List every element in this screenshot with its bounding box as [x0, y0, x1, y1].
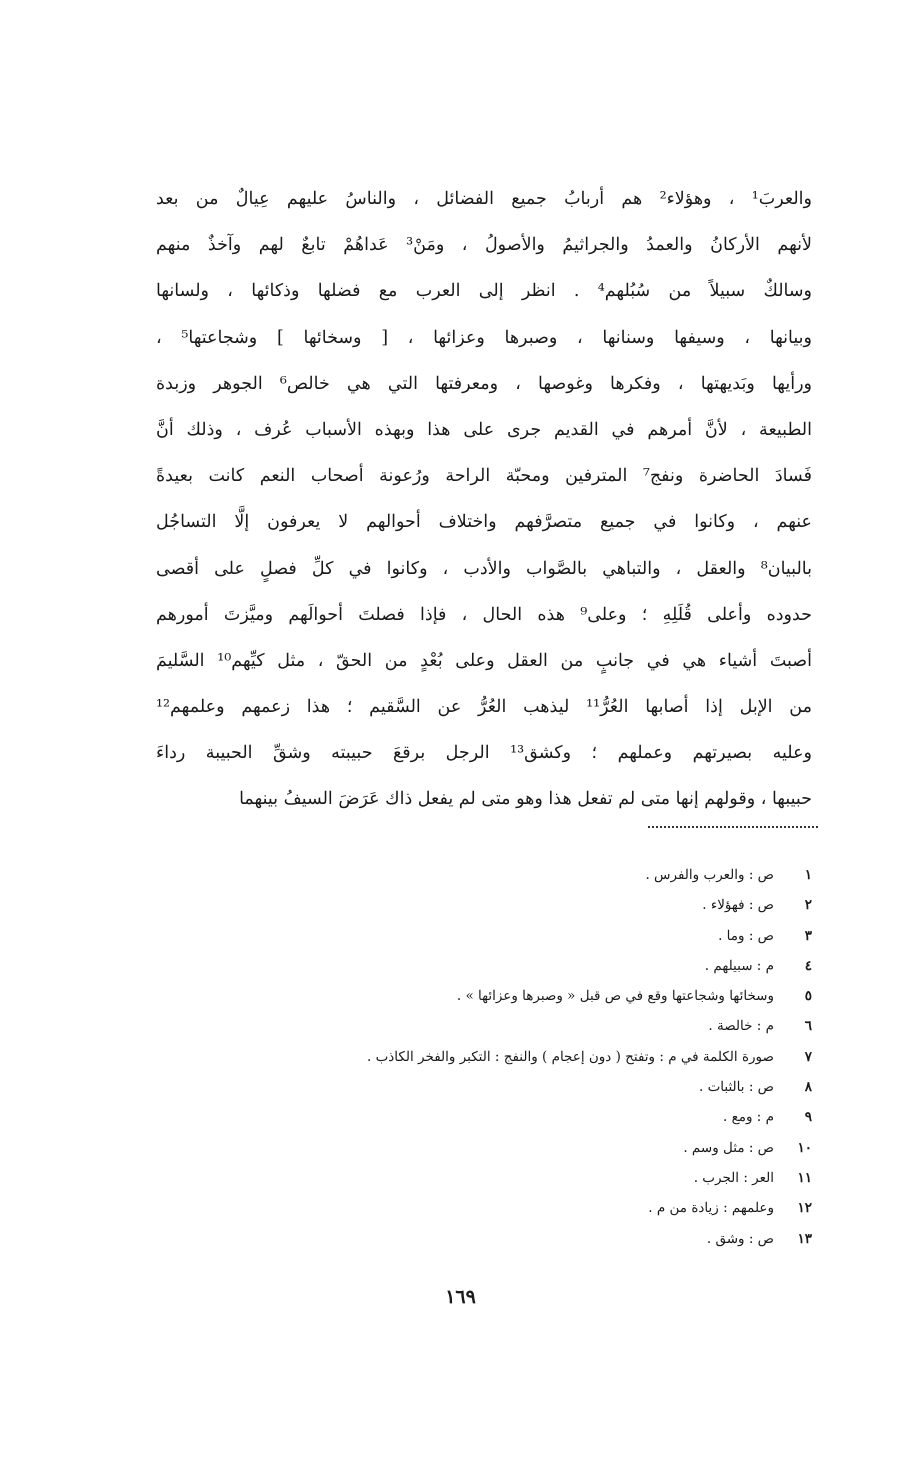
footnote — [200, 951, 812, 981]
footnote-number: ١ — [804, 867, 812, 883]
footnote — [200, 1193, 812, 1223]
text-line: عنهم ، وكانوا في جميع متصرَّفهم واختلاف أحوالهم لا يعرفون إلَّا التساجُل — [156, 512, 812, 533]
text-line: وبيانها ، وسيفها وسنانها ، وصبرها وعزائها ، [ وسخائها ] وشجاعتها⁵ ، — [156, 327, 812, 348]
footnote-text: ص : فهؤلاء . — [702, 897, 774, 914]
footnote-text: ص : والعرب والفرس . — [645, 867, 774, 883]
footnote — [200, 1224, 812, 1254]
footnote-number: ١٠ — [797, 1139, 812, 1156]
footnote-text: ص : بالثبات . — [699, 1079, 774, 1096]
main-text — [156, 176, 812, 823]
footnote-text: وعلمهم : زيادة من م . — [648, 1200, 774, 1217]
text-line: حدوده وأعلى قُلَلِهِ ؛ وعلى⁹ هذه الحال ، فإذا فصلتَ أحوالَهم وميَّزتَ أمورهم — [156, 604, 812, 625]
footnote-number: ٥ — [804, 988, 812, 1005]
footnote — [200, 1042, 812, 1072]
footnote-text: م : ومع . — [722, 1109, 774, 1126]
footnote — [200, 1102, 812, 1132]
footnote-number: ٨ — [804, 1079, 812, 1096]
footnote-number: ٤ — [804, 957, 812, 974]
footnote-text: وسخائها وشجاعتها وقع في ص قبل « وصبرها وعزائها » . — [456, 988, 774, 1005]
footnote — [200, 1011, 812, 1041]
footnote-text: ص : وشق . — [706, 1230, 774, 1247]
footnote — [200, 1133, 812, 1163]
text-line: أصبتَ أشياء هي في جانبٍ من العقل وعلى بُعْدٍ من الحقّ ، مثل كيِّهم¹⁰ السَّليمَ — [156, 650, 812, 671]
footnote-number: ٧ — [804, 1048, 812, 1065]
footnote-number: ٣ — [804, 927, 812, 944]
footnote-text: صورة الكلمة في م : وتفتح ( دون إعجام ) والنفج : التكبر والفخر الكاذب . — [367, 1048, 774, 1065]
text-line: حبيبها ، وقولهم إنها متى لم تفعل هذا وهو متى لم يفعل ذاك عَرَضَ السيفُ بينهما — [239, 789, 812, 810]
text-line: لأنهم الأركانُ والعمدُ والجراثيمُ والأصولُ ، ومَنْ³ عَداهُمْ تابعٌ لهم وآخذٌ منهم — [156, 235, 812, 256]
footnote-text: ص : وما . — [718, 927, 774, 944]
footnote-text: العر : الجرب . — [693, 1169, 774, 1186]
footnotes — [200, 860, 812, 1254]
page-number: ١٦٩ — [445, 1286, 476, 1308]
footnote-number: ١٣ — [797, 1230, 812, 1247]
text-line: وعليه بصيرتهم وعملهم ؛ وكشق¹³ الرجل برقعَ حبيبته وشقِّ الحبيبة رداءَ — [156, 743, 812, 764]
text-line: فَسادَ الحاضرة ونفج⁷ المترفين ومحبّة الراحة ورُعونة أصحاب النعم كانت بعيدةً — [156, 466, 812, 487]
text-line: الطبيعة ، لأنَّ أمرهم في القديم جرى على هذا وبهذه الأسباب عُرف ، وذلك أنَّ — [156, 419, 812, 440]
footnote-number: ١١ — [797, 1169, 812, 1186]
footnote — [200, 981, 812, 1011]
footnote — [200, 921, 812, 951]
footnote — [200, 860, 812, 890]
text-line: من الإبل إذا أصابها العُرُّ¹¹ ليذهب العُرُّ عن السَّقيم ؛ هذا زعمهم وعلمهم¹² — [156, 697, 812, 718]
footnote-number: ١٢ — [797, 1200, 812, 1217]
footnote-text: ص : مثل وسم . — [683, 1139, 774, 1156]
footnote — [200, 890, 812, 920]
footnote — [200, 1163, 812, 1193]
footnote-divider — [648, 826, 818, 828]
footnote-number: ٩ — [804, 1109, 812, 1126]
text-line: ورأيها وبَديهتها ، وفكرها وغوصها ، ومعرفتها التي هي خالص⁶ الجوهر وزبدة — [156, 373, 812, 394]
text-line: والعربَ¹ ، وهؤلاء² هم أربابُ جميع الفضائل ، والناسُ عليهم عِيالٌ من بعد — [156, 189, 812, 209]
footnote-text: م : خالصة . — [708, 1018, 774, 1035]
text-line: بالبيان⁸ والعقل ، والتباهي بالصَّواب والأدب ، وكانوا في كلِّ فصلٍ على أقصى — [156, 558, 812, 579]
footnote — [200, 1072, 812, 1102]
footnote-number: ٢ — [804, 897, 812, 914]
text-line: وسالكٌ سبيلاً من سُبُلهم⁴ . انظر إلى العرب مع فضلها وذكائها ، ولسانها — [156, 281, 812, 302]
footnote-number: ٦ — [804, 1018, 812, 1035]
footnote-text: م : سبيلهم . — [704, 957, 774, 974]
